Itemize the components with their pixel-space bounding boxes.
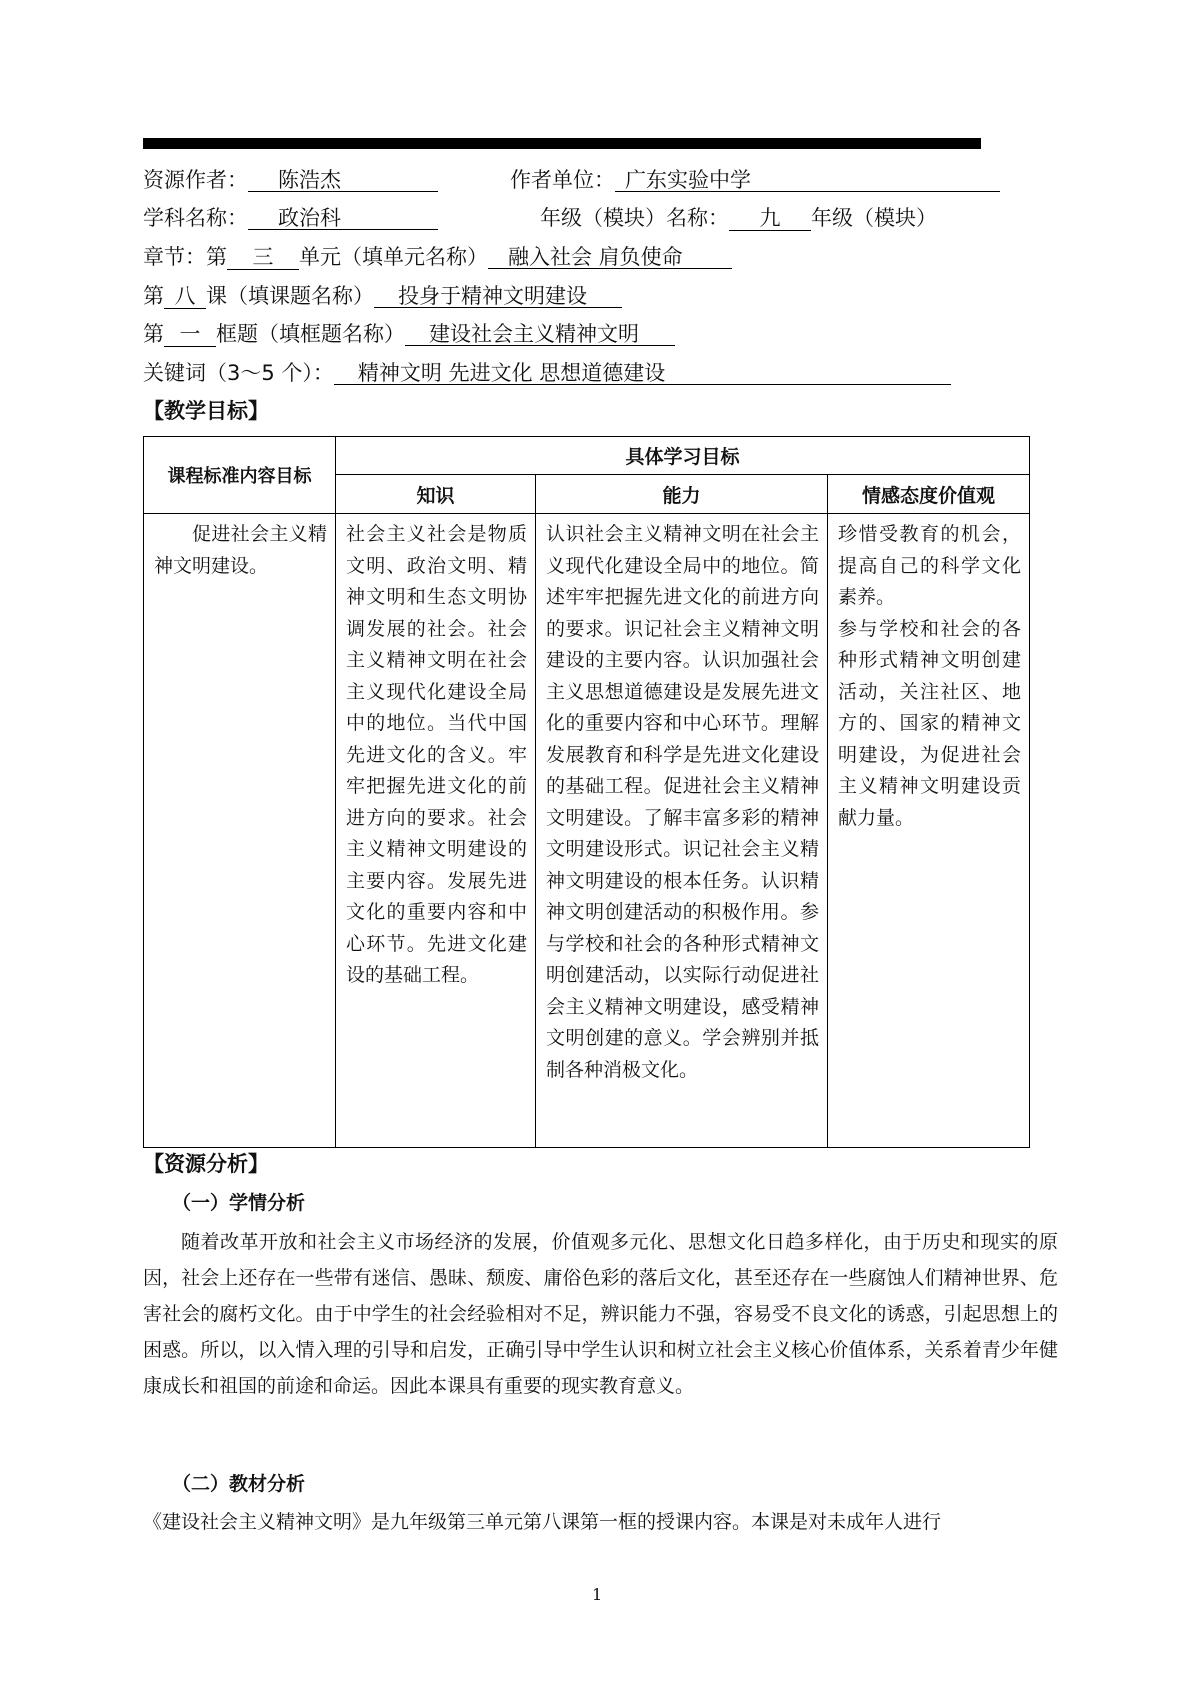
lesson-name: 投身于精神文明建设 — [374, 282, 622, 308]
header-standard: 课程标准内容目标 — [144, 437, 336, 514]
unit-value: 广东实验中学 — [615, 166, 1000, 192]
material-analysis-title: （二）教材分析 — [172, 1473, 306, 1495]
chapter-name: 融入社会 肩负使命 — [488, 243, 732, 269]
frame-name: 建设社会主义精神文明 — [405, 320, 675, 346]
frame-line: 第 一 框题（填框题名称） 建设社会主义精神文明 — [143, 320, 675, 348]
header-ability: 能力 — [536, 475, 828, 514]
header-emotion: 情感态度价值观 — [828, 475, 1030, 514]
emotion-item: 珍惜受教育的机会，提高自己的科学文化素养。 — [838, 523, 1022, 608]
keywords-line: 关键词（3～5 个）： 精神文明 先进文化 思想道德建设 — [143, 359, 951, 387]
keywords-value: 精神文明 先进文化 思想道德建设 — [334, 359, 951, 385]
emotion-item: 参与学校和社会的各种形式精神文明创建活动，关注社区、地方的、国家的精神文明建设，为促进社会主义精神文明建设贡献力量。 — [838, 617, 1022, 829]
grade-line: 年级（模块）名称： 九 年级（模块） — [540, 206, 937, 230]
ability-cell: 认识社会主义精神文明在社会主义现代化建设全局中的地位。简述牢牢把握先进文化的前进方向的要求。识记社会主义精神文明建设的主要内容。认识加强社会主义思想道德建设是发展先进文化的重要内容和中心环节。理解发展教育和科学是先进文化建设的基础工程。促进社会主义精神文明建设。了解丰富多彩的精神文明建设形式。识记社会主义精神文明建设的根本任务。认识精神文明创建活动的积极作用。参与学校和社会的各种形式精神文明创建活动，以实际行动促进社会主义精神文明建设，感受精神文明创建的意义。学会辨别并抵制各种消极文化。 — [536, 514, 828, 1148]
author-value: 陈浩杰 — [248, 166, 438, 192]
lesson-number: 八 — [164, 282, 206, 309]
lesson-line: 第 八 课（填课题名称） 投身于精神文明建设 — [143, 282, 622, 310]
learner-analysis-title: （一）学情分析 — [172, 1192, 306, 1214]
subject-value: 政治科 — [248, 204, 438, 230]
objectives-table — [143, 436, 1030, 1148]
author-line: 资源作者： 陈浩杰 — [143, 166, 438, 194]
header-specific: 具体学习目标 — [336, 437, 1030, 475]
analysis-heading: 【资源分析】 — [143, 1152, 269, 1176]
frame-number: 一 — [164, 320, 216, 347]
learner-analysis-text: 随着改革开放和社会主义市场经济的发展，价值观多元化、思想文化日趋多样化，由于历史和现实的原因，社会上还存在一些带有迷信、愚昧、颓废、庸俗色彩的落后文化，甚至还存在一些腐蚀人们精神世界、危害社会的腐朽文化。由于中学生的社会经验相对不足，辨识能力不强，容易受不良文化的诱惑，引起思想上的困惑。所以，以入情入理的引导和启发，正确引导中学生认识和树立社会主义核心价值体系，关系着青少年健康成长和祖国的前途和命运。因此本课具有重要的现实教育意义。 — [143, 1231, 1058, 1397]
chapter-number: 三 — [227, 243, 299, 270]
subject-line: 学科名称： 政治科 — [143, 204, 438, 232]
grade-value: 九 — [729, 204, 811, 231]
material-analysis-text: 《建设社会主义精神文明》是九年级第三单元第八课第一框的授课内容。本课是对未成年人进行 — [143, 1511, 942, 1533]
emotion-cell — [828, 514, 1030, 1148]
standard-cell: 促进社会主义精神文明建设。 — [144, 514, 336, 1148]
page-number: 1 — [592, 1585, 603, 1604]
top-rule — [143, 138, 981, 149]
objectives-heading: 【教学目标】 — [143, 399, 269, 423]
unit-line: 作者单位： 广东实验中学 — [510, 166, 1000, 194]
knowledge-cell: 社会主义社会是物质文明、政治文明、精神文明和生态文明协调发展的社会。社会主义精神文明在社会主义现代化建设全局中的地位。当代中国先进文化的含义。牢牢把握先进文化的前进方向的要求。社会主义精神文明建设的主要内容。发展先进文化的重要内容和中心环节。先进文化建设的基础工程。 — [336, 514, 536, 1148]
chapter-line: 章节：第 三 单元（填单元名称） 融入社会 肩负使命 — [143, 243, 732, 271]
header-knowledge: 知识 — [336, 475, 536, 514]
